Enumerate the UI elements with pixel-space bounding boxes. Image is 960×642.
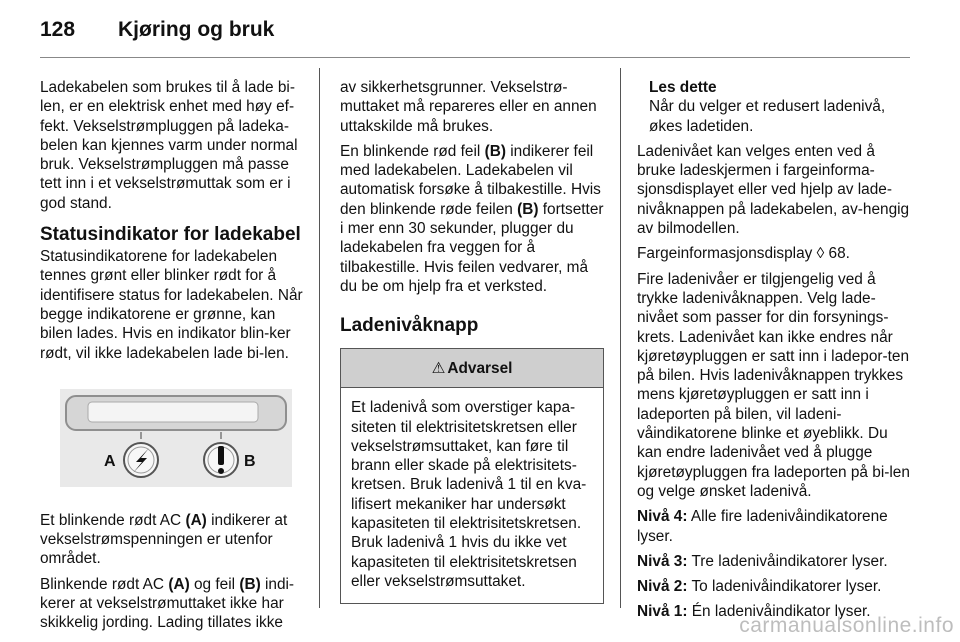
label-b: B — [244, 452, 256, 470]
cross-reference: Fargeinformasjonsdisplay ◊ 68. — [637, 245, 850, 263]
warning-title: Advarsel — [447, 359, 513, 377]
column-2 — [340, 78, 604, 604]
column-1 — [40, 78, 308, 639]
ac-indicator-paragraph: Et blinkende rødt AC (A) indikerer at vekselstrømspenningen er utenfor området. — [40, 511, 288, 568]
levels-paragraph: Fire ladenivåer er tilgjengelig ved å trykke ladenivåknappen. Velg lade-nivået som passer for din forsynings-krets. Ladenivået kan ikke endres når kjøretøypluggen er satt inn i ladepor-ten på bilen. Hvis ladenivåknappen trykkes mens kjøretøypluggen er satt inn i ladeporten på bilen, vil ladeni-våindikatorene blinke et øyeblikk. Du kan endre ladenivået ved å plugge kjøretøypluggen fra ladeporten på bi-len og velge ønsket ladenivå. — [637, 270, 910, 500]
page-title: Kjøring og bruk — [118, 18, 275, 41]
ac-fault-paragraph: Blinkende rødt AC (A) og feil (B) indi-kerer at vekselstrømuttaket ikke har skikkelig jording. Lading tillates ikke — [40, 575, 295, 632]
page-number: 128 — [40, 18, 76, 41]
warning-triangle-icon: ⚠ — [431, 359, 446, 377]
ac-lightning-icon — [124, 443, 158, 477]
column-divider-2 — [620, 68, 621, 608]
label-a: A — [104, 452, 116, 470]
fault-exclamation-icon — [204, 443, 238, 477]
header-rule — [40, 57, 910, 58]
note-text: Når du velger et redusert ladenivå, økes ladetiden. — [649, 98, 886, 135]
charge-cable-indicator-figure — [60, 389, 292, 487]
note-title: Les dette — [649, 79, 717, 96]
intro-paragraph: Ladekabelen som brukes til å lade bi-len, er en elektrisk enhet med høy ef-fekt. Vekselstrømpluggen på ladeka-belen kan kjennes varm under normal bruk. Vekselstrømpluggen må passe tett inn i et vekselstrømuttak som er i god stand. — [40, 79, 298, 212]
warning-text: Et ladenivå som overstiger kapa-siteten til elektrisitetskretsen eller vekselstrømsuttaket, kan føre til brann eller skade på elektrisitets-kretsen. Bruk ladenivå 1 til en kva-lifisert mekaniker har undersøkt kapasiteten til elektrisitetskretsen. Bruk ladenivå 1 hvis du ikke vet kapasiteten til elektrisitetskretsen eller vekselstrømsuttaket. — [351, 399, 587, 590]
status-paragraph: Statusindikatorene for ladekabelen tennes grønt eller blinker rødt for å identifisere status for ladekabelen. Når begge indikatorene er grønne, kan bilen lades. Hvis en indikator blin-ker rødt, vil ikke ladekabelen lade bi-len. — [40, 248, 303, 362]
watermark: carmanualsonline.info — [739, 614, 954, 637]
charge-level-heading: Ladenivåknapp — [340, 315, 479, 337]
page-reference-icon: ◊ — [816, 245, 825, 263]
fault-paragraph: En blinkende rød feil (B) indikerer feil med ladekabelen. Ladekabelen vil automatisk forsøke å tilbakestille. Hvis den blinkende røde feilen (B) fortsetter i mer enn 30 sekunder, plugger du ladekabelen fra veggen for å tilbakestille. Hvis feilen vedvarer, må du be om hjelp fra et verksted. — [340, 142, 604, 295]
warning-box — [340, 348, 604, 604]
level-4-item: Nivå 4: Alle fire ladenivåindikatorene lyser. — [637, 508, 888, 545]
status-heading: Statusindikator for ladekabel — [40, 224, 301, 246]
continuation-paragraph: av sikkerhetsgrunner. Vekselstrø-muttaket må repareres eller en annen uttakskilde må brukes. — [340, 79, 597, 135]
column-3 — [637, 78, 913, 628]
level-1-item: Nivå 1: Én ladenivåindikator lyser. — [637, 603, 871, 621]
level-3-item: Nivå 3: Tre ladenivåindikatorer lyser. — [637, 552, 888, 570]
warning-header — [341, 349, 603, 388]
level-2-item: Nivå 2: To ladenivåindikatorer lyser. — [637, 578, 882, 596]
column-divider-1 — [319, 68, 320, 608]
indicator-illustration — [60, 389, 292, 487]
level-select-paragraph: Ladenivået kan velges enten ved å bruke ladeskjermen i fargeinforma-sjonsdisplayet eller ved hjelp av lade-nivåknappen på ladekabelen, av-hengig av bilmodellen. — [637, 142, 910, 238]
